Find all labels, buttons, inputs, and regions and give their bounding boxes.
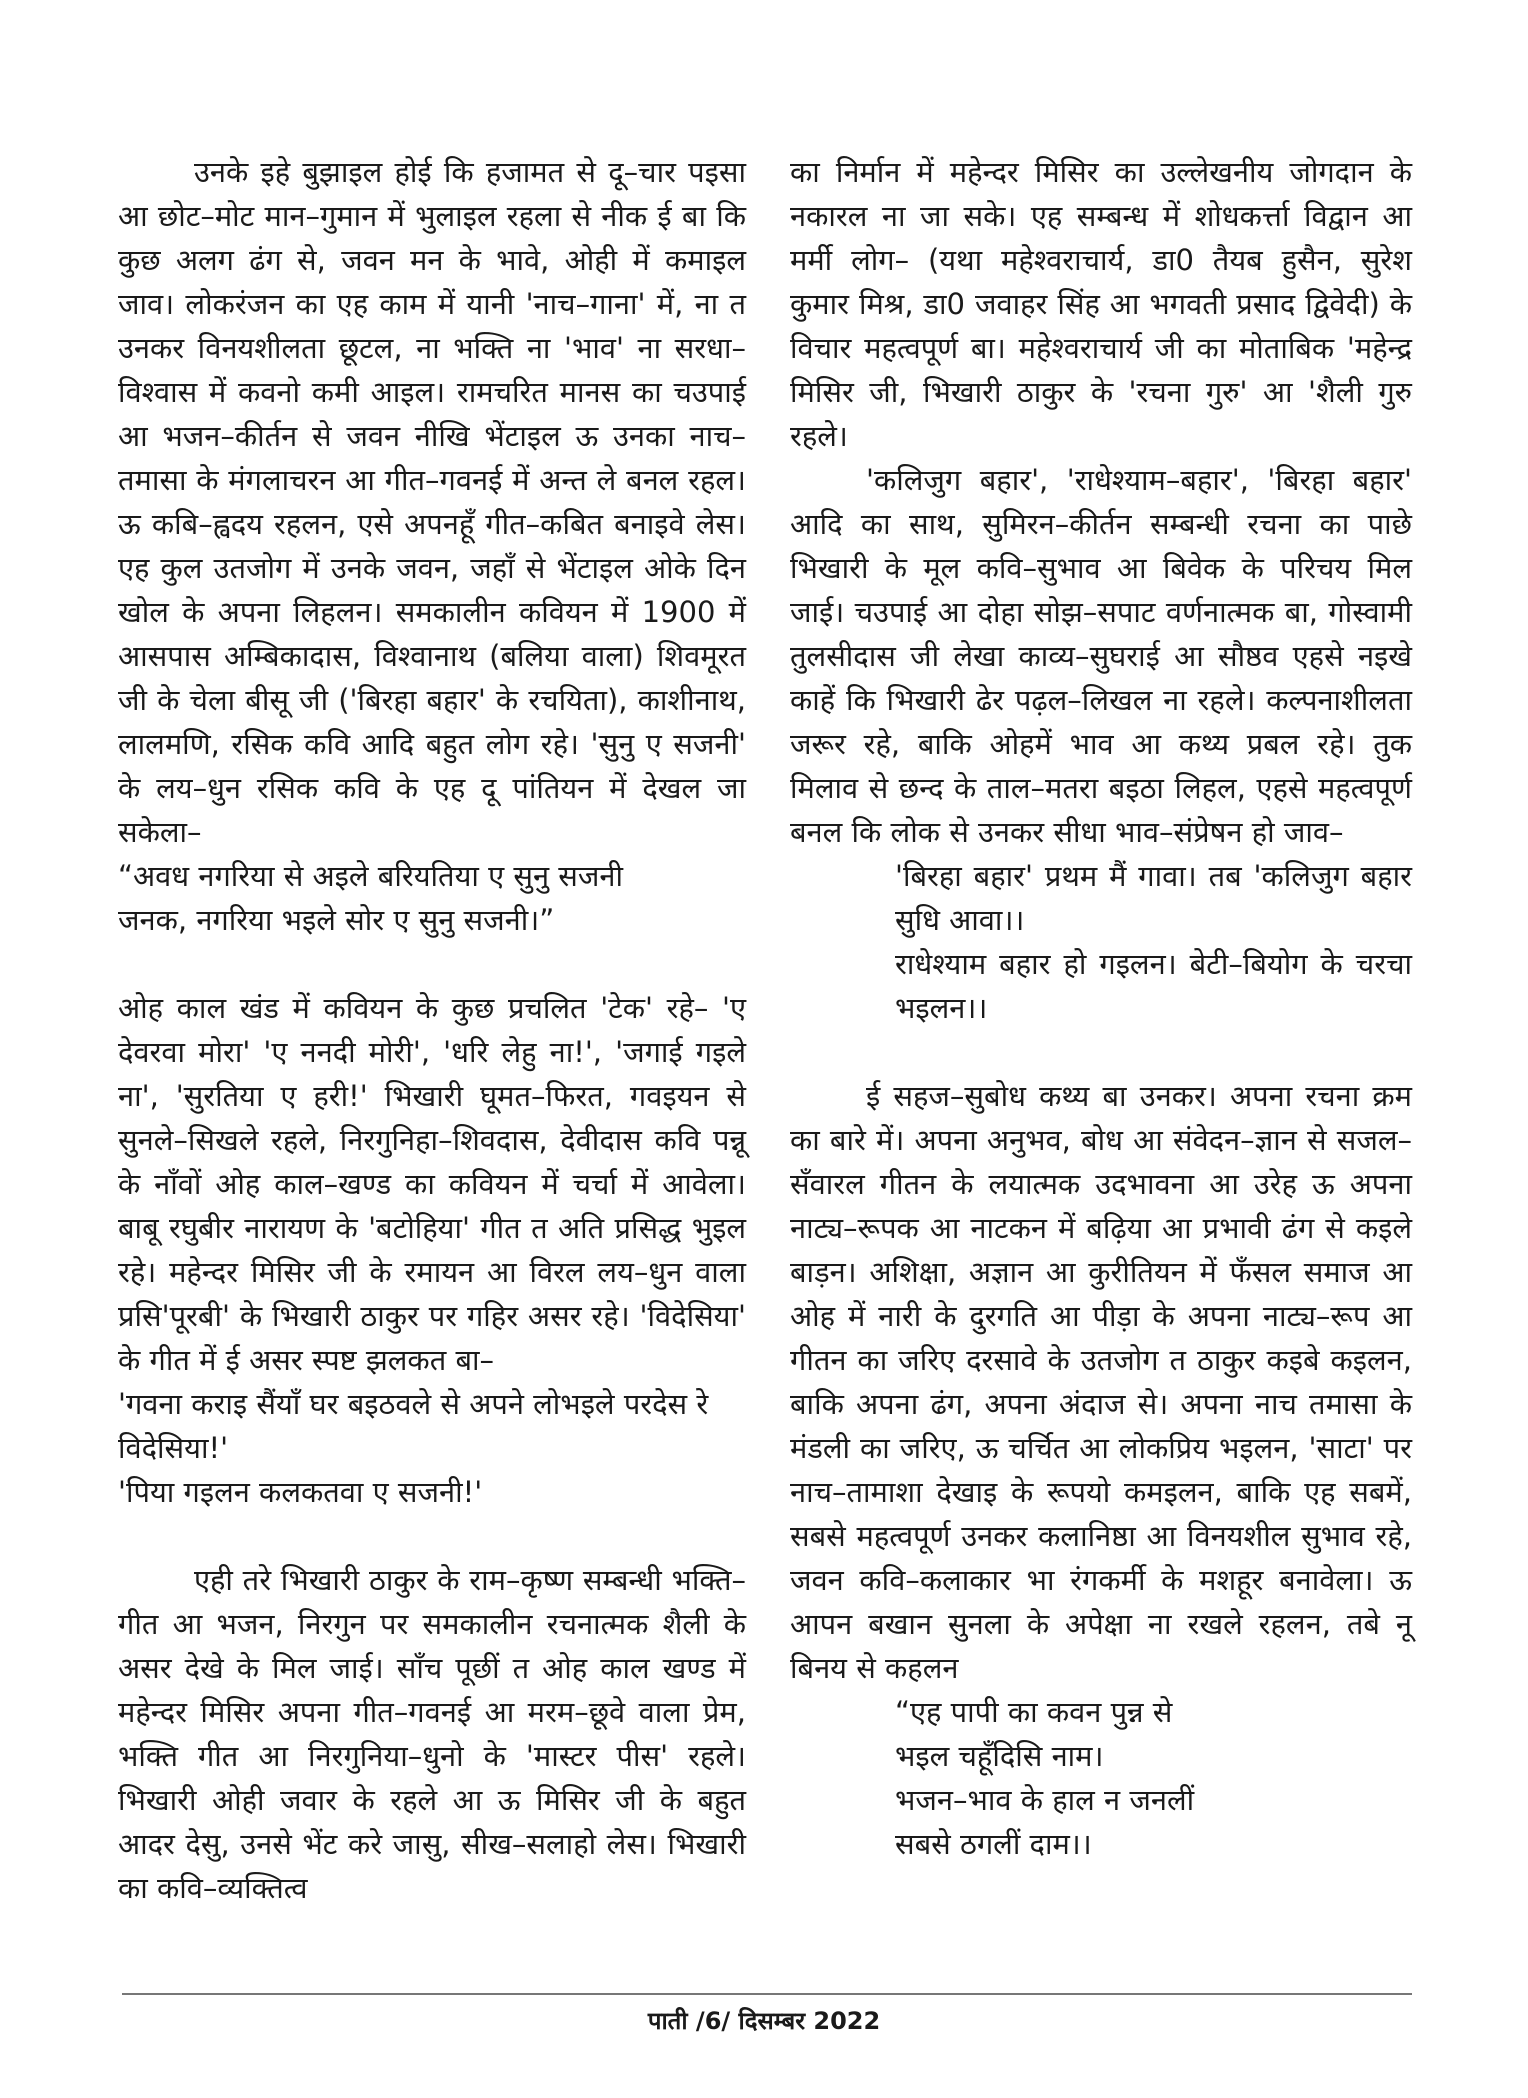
spacer [118, 942, 746, 986]
spacer [790, 1030, 1412, 1074]
right-column [790, 150, 1412, 1866]
right-paragraph-2: 'कलिजुग बहार', 'राधेश्याम–बहार', 'बिरहा बहार' आदि का साथ, सुमिरन–कीर्तन सम्बन्धी रचना का पाछे भिखारी के मूल कवि–सुभाव आ बिवेक के परिचय मिल जाई। चउपाई आ दोहा सोझ–सपाट वर्णनात्मक बा, गोस्वामी तुलसीदास जी लेखा काव्य–सुघराई आ सौष्ठव एहसे नइखे काहें कि भिखारी ढेर पढ़ल–लिखल ना रहले। कल्पनाशीलता जरूर रहे, बाकि ओहमें भाव आ कथ्य प्रबल रहे। तुक मिलाव से छन्द के ताल–मतरा बइठा लिहल, एहसे महत्वपूर्ण बनल कि लोक से उनकर सीधा भाव–संप्रेषन हो जाव– [790, 463, 1412, 849]
right-paragraph-1: का निर्मान में महेन्दर मिसिर का उल्लेखनीय जोगदान के नकारल ना जा सके। एह सम्बन्ध में शोधकर्त्ता विद्वान आ मर्मी लोग– (यथा महेश्वराचार्य, डा0 तैयब हुसैन, सुरेश कुमार मिश्र, डा0 जवाहर सिंह आ भगवती प्रसाद द्विवेदी) के विचार महत्वपूर्ण बा। महेश्वराचार्य जी का मोताबिक 'महेन्द्र मिसिर जी, भिखारी ठाकुर के 'रचना गुरु' आ 'शैली गुरु रहले। [790, 155, 1412, 453]
right-quote-2-line-2: भइल चहूँदिसि नाम। [895, 1739, 1104, 1773]
right-quote-1-b: राधेश्याम बहार हो गइलन। बेटी–बियोग के चरचा भइलन।। [895, 947, 1412, 1025]
right-quote-2-line-1: “एह पापी का कवन पुन्न से [895, 1695, 1173, 1729]
left-column [118, 150, 746, 1910]
page-footer: पाती /6/ दिसम्बर 2022 [647, 2007, 881, 2035]
right-paragraph-3: ई सहज–सुबोध कथ्य बा उनकर। अपना रचना क्रम का बारे में। अपना अनुभव, बोध आ संवेदन–ज्ञान से सजल–सँवारल गीतन के लयात्मक उदभावना आ उरेह ऊ अपना नाट्य–रूपक आ नाटकन में बढ़िया आ प्रभावी ढंग से कइले बाड़न। अशिक्षा, अज्ञान आ कुरीतियन में फँसल समाज आ ओह में नारी के दुरगति आ पीड़ा के अपना नाट्य–रूप आ गीतन का जरिए दरसावे के उतजोग त ठाकुर कइबे कइलन, बाकि अपना ढंग, अपना अंदाज से। अपना नाच तमासा के मंडली का जरिए, ऊ चर्चित आ लोकप्रिय भइलन, 'साटा' पर नाच–तामाशा देखाइ के रूपयो कमइलन, बाकि एह सबमें, सबसे महत्वपूर्ण उनकर कलानिष्ठा आ विनयशील सुभाव रहे, जवन कवि–कलाकार भा रंगकर्मी के मशहूर बनावेला। ऊ आपन बखान सुनला के अपेक्षा ना रखले रहलन, तबे नू बिनय से कहलन [790, 1079, 1412, 1685]
right-quote-1-a: 'बिरहा बहार' प्रथम मैं गावा। तब 'कलिजुग बहार सुधि आवा।। [895, 859, 1412, 937]
left-quote-2-line-1: 'गवना कराइ सैंयाँ घर बइठवले से अपने लोभइले परदेस रे विदेसिया!' [118, 1387, 709, 1465]
left-paragraph-3: एही तरे भिखारी ठाकुर के राम–कृष्ण सम्बन्धी भक्ति–गीत आ भजन, निरगुन पर समकालीन रचनात्मक शैली के असर देखे के मिल जाई। साँच पूछीं त ओह काल खण्ड में महेन्दर मिसिर अपना गीत–गवनई आ मरम–छूवे वाला प्रेम, भक्ति गीत आ निरगुनिया–धुनो के 'मास्टर पीस' रहले। भिखारी ओही जवार के रहले आ ऊ मिसिर जी के बहुत आदर देसु, उनसे भेंट करे जासु, सीख–सलाहो लेस। भिखारी का कवि–व्यक्तित्व [118, 1563, 746, 1905]
footer-divider [122, 1993, 1412, 1995]
left-quote-2-line-2: 'पिया गइलन कलकतवा ए सजनी!' [118, 1475, 483, 1509]
left-paragraph-2: ओह काल खंड में कवियन के कुछ प्रचलित 'टेक' रहे– 'ए देवरवा मोरा' 'ए ननदी मोरी', 'धरि लेहु ना!', 'जगाई गइले ना', 'सुरतिया ए हरी!' भिखारी घूमत–फिरत, गवइयन से सुनले–सिखले रहले, निरगुनिहा–शिवदास, देवीदास कवि पन्नू के नाँवों ओह काल–खण्ड का कवियन में चर्चा में आवेला। बाबू रघुबीर नारायण के 'बटोहिया' गीत त अति प्रसिद्ध भुइल रहे। महेन्दर मिसिर जी के रमायन आ विरल लय–धुन वाला प्रसि'पूरबी' के भिखारी ठाकुर पर गहिर असर रहे। 'विदेसिया' के गीत में ई असर स्पष्ट झलकत बा– [118, 991, 746, 1377]
right-quote-2-line-4: सबसे ठगलीं दाम।। [895, 1827, 1092, 1861]
right-quote-2-line-3: भजन–भाव के हाल न जनलीं [895, 1783, 1195, 1817]
left-paragraph-1: उनके इहे बुझाइल होई कि हजामत से दू–चार पइसा आ छोट–मोट मान–गुमान में भुलाइल रहला से नीक ई बा कि कुछ अलग ढंग से, जवन मन के भावे, ओही में कमाइल जाव। लोकरंजन का एह काम में यानी 'नाच–गाना' में, ना त उनकर विनयशीलता छूटल, ना भक्ति ना 'भाव' ना सरधा–विश्वास में कवनो कमी आइल। रामचरित मानस का चउपाई आ भजन–कीर्तन से जवन नीखि भेंटाइल ऊ उनका नाच–तमासा के मंगलाचरन आ गीत–गवनई में अन्त ले बनल रहल। ऊ कबि–ह्वदय रहलन, एसे अपनहूँ गीत–कबित बनाइवे लेस। एह कुल उतजोग में उनके जवन, जहाँ से भेंटाइल ओके दिन खोल के अपना लिहलन। समकालीन कवियन में 1900 में आसपास अम्बिकादास, विश्वानाथ (बलिया वाला) शिवमूरत जी के चेला बीसू जी ('बिरहा बहार' के रचयिता), काशीनाथ, लालमणि, रसिक कवि आदि बहुत लोग रहे। 'सुनु ए सजनी' के लय–धुन रसिक कवि के एह दू पांतियन में देखल जा सकेला– [118, 155, 746, 849]
left-quote-1-line-2: जनक, नगरिया भइले सोर ए सुनु सजनी।” [118, 903, 555, 937]
left-quote-1-line-1: “अवध नगरिया से अइले बरियतिया ए सुनु सजनी [118, 859, 624, 893]
spacer [118, 1514, 746, 1558]
